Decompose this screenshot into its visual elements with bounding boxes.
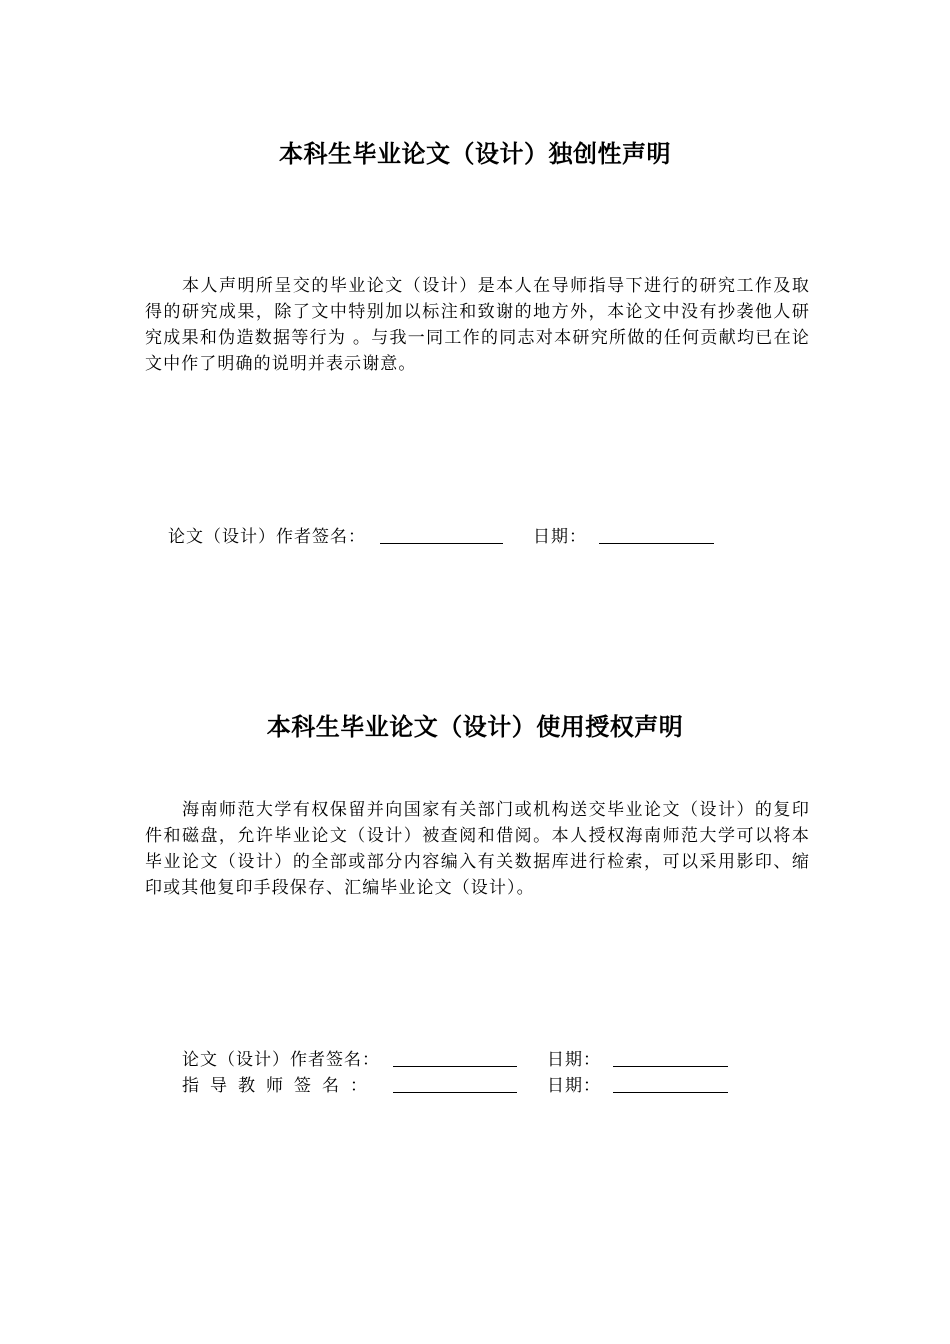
signature-date-line[interactable] — [599, 543, 714, 544]
advisor-signature-line[interactable] — [393, 1092, 517, 1093]
originality-declaration-title: 本科生毕业论文（设计）独创性声明 — [279, 140, 671, 168]
signature-date-line[interactable] — [613, 1066, 728, 1067]
advisor-signature-label: 指导教师签名： — [182, 1076, 378, 1096]
author-signature-line[interactable] — [380, 543, 503, 544]
authorization-declaration-body: 海南师范大学有权保留并向国家有关部门或机构送交毕业论文（设计）的复印件和磁盘，允许毕业论文（设计）被查阅和借阅。本人授权海南师范大学可以将本毕业论文（设计）的全部或部分内容编入有关数据库进行检索，可以采用影印、缩印或其他复印手段保存、汇编毕业论文（设计）。 — [145, 800, 810, 898]
originality-signature-row — [0, 524, 950, 550]
advisor-date-label: 日期： — [547, 1076, 601, 1096]
author-signature-label: 论文（设计）作者签名： — [168, 527, 366, 547]
advisor-signature-row — [0, 1073, 950, 1099]
signature-date-label: 日期： — [547, 1050, 601, 1070]
originality-declaration-body: 本人声明所呈交的毕业论文（设计）是本人在导师指导下进行的研究工作及取得的研究成果，除了文中特别加以标注和致谢的地方外，本论文中没有抄袭他人研究成果和伪造数据等行为 。与我一同工作的同志对本研究所做的任何贡献均已在论文中作了明确的说明并表示谢意。 — [145, 276, 810, 374]
author-signature-label: 论文（设计）作者签名： — [182, 1050, 380, 1070]
author-signature-line[interactable] — [393, 1066, 517, 1067]
authorization-author-signature-row — [0, 1047, 950, 1073]
authorization-declaration-title: 本科生毕业论文（设计）使用授权声明 — [266, 713, 684, 741]
advisor-date-line[interactable] — [613, 1092, 728, 1093]
signature-date-label: 日期： — [533, 527, 587, 547]
